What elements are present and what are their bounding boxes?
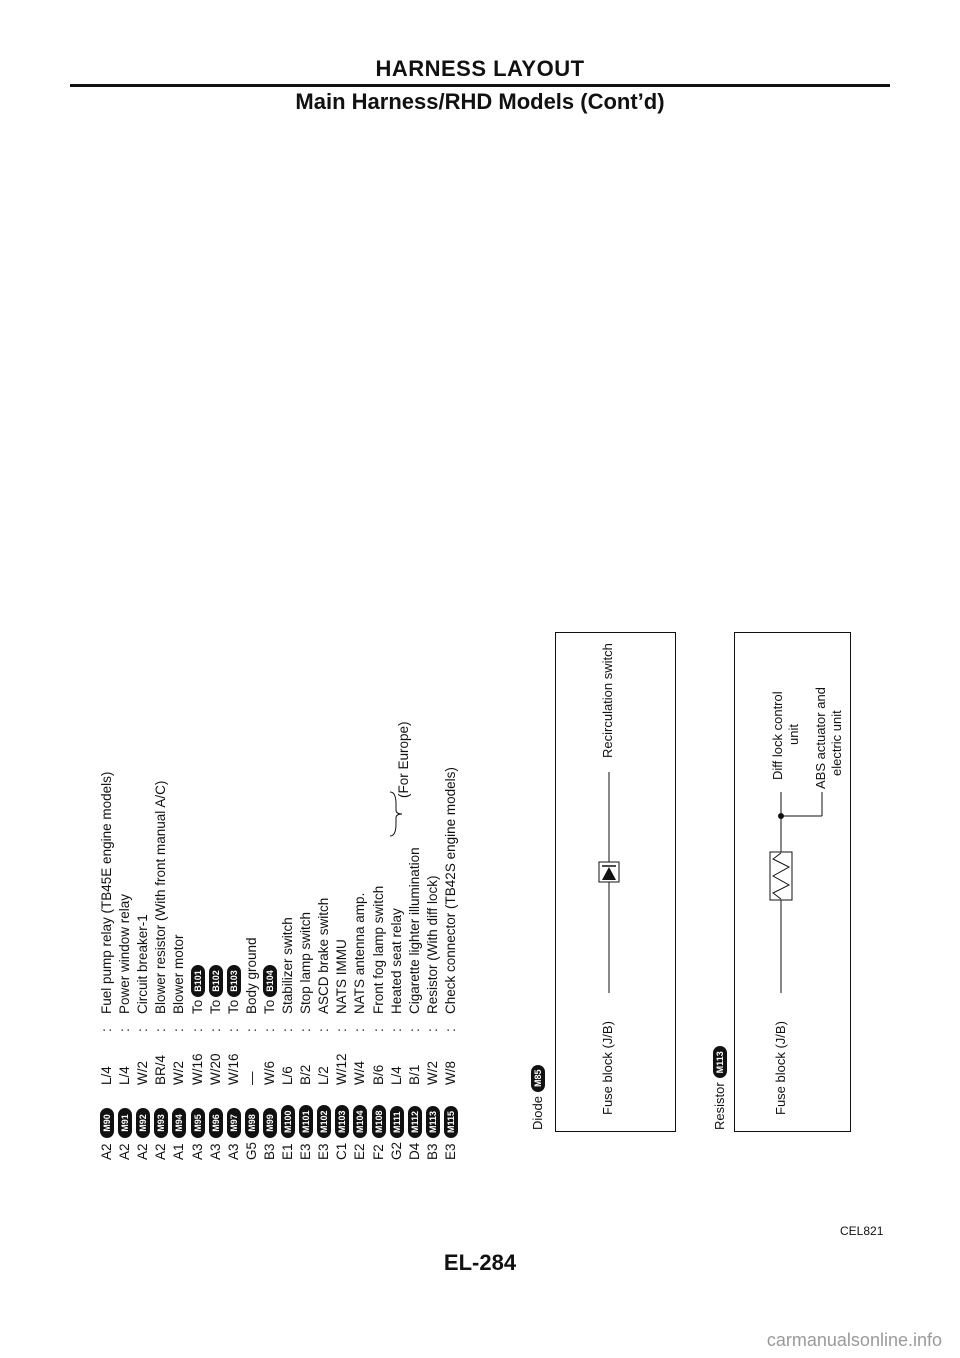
- bracket-note: (For Europe): [396, 721, 411, 798]
- grid-ref: A3: [189, 1143, 205, 1160]
- connector-badge: M90: [100, 1108, 114, 1138]
- connector-badge: M95: [191, 1108, 205, 1138]
- connector-badge: M102: [317, 1105, 331, 1138]
- grid-ref: G5: [243, 1141, 259, 1160]
- grid-ref: B3: [424, 1143, 440, 1160]
- wire-spec: BR/4: [153, 1054, 169, 1085]
- separator: :: [99, 1028, 114, 1032]
- wire-spec: W/2: [135, 1060, 151, 1085]
- grid-ref: F2: [370, 1144, 386, 1160]
- grid-ref: A2: [153, 1143, 169, 1160]
- grid-ref: A2: [117, 1143, 133, 1160]
- resistor-right-label-1b: unit: [786, 724, 801, 745]
- connector-badge: M93: [154, 1108, 168, 1138]
- connector-badge: M99: [263, 1108, 277, 1138]
- connector-badge: M103: [335, 1105, 349, 1138]
- grid-ref: A3: [225, 1143, 241, 1160]
- connector-badge: M94: [172, 1108, 186, 1138]
- resistor-symbol-icon: [770, 852, 792, 900]
- watermark: carmanualsonline.info: [766, 1330, 942, 1350]
- separator: :: [280, 1028, 295, 1032]
- diode-left-label: Fuse block (J/B): [600, 1021, 615, 1115]
- description-text: Body ground: [243, 937, 259, 1014]
- resistor-right-label-1: Diff lock control: [770, 691, 785, 780]
- to-connector-badge: B102: [209, 965, 223, 997]
- wire-spec: —: [243, 1071, 259, 1085]
- separator: :: [316, 1028, 332, 1032]
- separator: :: [370, 1028, 386, 1032]
- separator: :: [352, 1028, 368, 1032]
- wire-spec: W/2: [171, 1060, 187, 1085]
- wire-spec: L/4: [99, 1066, 114, 1085]
- wire-spec: B/2: [298, 1064, 314, 1085]
- wire-spec: W/4: [352, 1060, 368, 1085]
- wire-spec: L/4: [117, 1066, 133, 1085]
- wire-spec: W/16: [189, 1053, 205, 1085]
- separator: :: [153, 1028, 169, 1032]
- description-text: To: [261, 999, 277, 1014]
- separator: :: [135, 1028, 151, 1032]
- connector-badge: M91: [118, 1108, 132, 1138]
- separator: :: [225, 1028, 241, 1032]
- separator: :: [298, 1028, 314, 1032]
- resistor-title-label: Resistor: [712, 1082, 727, 1130]
- page-title: HARNESS LAYOUT: [375, 56, 585, 81]
- separator: :: [424, 1028, 440, 1032]
- wire-spec: W/20: [207, 1053, 223, 1085]
- figure-code: CEL821: [840, 1224, 884, 1238]
- separator: :: [117, 1028, 133, 1032]
- separator: :: [388, 1028, 404, 1032]
- grid-ref: E3: [316, 1143, 332, 1160]
- connector-badge: M97: [227, 1108, 241, 1138]
- wire-spec: B/6: [370, 1064, 386, 1085]
- separator: :: [171, 1028, 187, 1032]
- wire-spec: W/6: [261, 1060, 277, 1085]
- resistor-right-label-2: ABS actuator and: [813, 687, 828, 789]
- connector-badge: M96: [209, 1108, 223, 1138]
- connector-badge: M115: [444, 1106, 458, 1138]
- wire-spec: L/6: [280, 1066, 295, 1085]
- description-text: Front fog lamp switch: [370, 885, 386, 1014]
- grid-ref: C1: [334, 1142, 350, 1160]
- wire-spec: W/2: [424, 1060, 440, 1085]
- description-text: Cigarette lighter illumination: [406, 847, 422, 1014]
- description-text: NATS antenna amp.: [352, 892, 368, 1014]
- grid-ref: E2: [352, 1143, 368, 1160]
- connector-badge: M92: [136, 1108, 150, 1138]
- wire-spec: B/1: [406, 1064, 422, 1085]
- separator: :: [243, 1028, 259, 1032]
- description-text: ASCD brake switch: [316, 897, 332, 1014]
- wire-spec: W/8: [442, 1060, 458, 1085]
- connector-badge: M113: [426, 1106, 440, 1138]
- resistor-right-label-2b: electric unit: [829, 710, 844, 776]
- grid-ref: E3: [298, 1143, 314, 1160]
- description-text: Power window relay: [117, 893, 133, 1014]
- separator: :: [189, 1028, 205, 1032]
- description-text: Resistor (With diff lock): [424, 875, 440, 1014]
- description-text: Blower resistor (With front manual A/C): [153, 780, 169, 1014]
- description-text: NATS IMMU: [334, 939, 350, 1014]
- separator: :: [334, 1028, 350, 1032]
- page-subtitle: Main Harness/RHD Models (Cont’d): [295, 89, 665, 114]
- diode-right-label: Recirculation switch: [600, 643, 615, 758]
- wire-spec: W/16: [225, 1053, 241, 1085]
- description-text: To: [189, 999, 205, 1014]
- separator: :: [261, 1028, 277, 1032]
- connector-badge: M101: [299, 1105, 313, 1138]
- description-text: Check connector (TB42S engine models): [442, 767, 458, 1014]
- resistor-left-label: Fuse block (J/B): [773, 1021, 788, 1115]
- grid-ref: D4: [406, 1142, 422, 1160]
- description-text: Stop lamp switch: [298, 911, 314, 1014]
- resistor-connector: M113: [713, 1046, 727, 1078]
- grid-ref: A2: [135, 1143, 151, 1160]
- connector-badge: M98: [245, 1108, 259, 1138]
- description-text: Fuel pump relay (TB45E engine models): [99, 771, 114, 1014]
- to-connector-badge: B101: [191, 965, 205, 997]
- separator: :: [207, 1028, 223, 1032]
- grid-ref: A2: [99, 1143, 114, 1160]
- grid-ref: E3: [442, 1143, 458, 1160]
- grid-ref: A3: [207, 1143, 223, 1160]
- description-text: Heated seat relay: [388, 908, 404, 1014]
- diode-connector: M85: [531, 1065, 545, 1093]
- connector-badge: M111: [390, 1106, 404, 1138]
- connector-badge: M112: [408, 1106, 422, 1138]
- to-connector-badge: B103: [227, 965, 241, 997]
- description-text: To: [207, 999, 223, 1014]
- description-text: Stabilizer switch: [280, 917, 295, 1014]
- connector-badge: M108: [372, 1105, 386, 1138]
- grid-ref: E1: [280, 1143, 295, 1160]
- grid-ref: G2: [388, 1141, 404, 1160]
- wire-spec: L/2: [316, 1066, 332, 1085]
- separator: :: [406, 1028, 422, 1032]
- separator: :: [442, 1028, 458, 1032]
- wire-spec: L/4: [388, 1066, 404, 1085]
- diode-title-label: Diode: [530, 1096, 545, 1130]
- grid-ref: A1: [171, 1143, 187, 1160]
- connector-badge: M100: [281, 1105, 295, 1138]
- to-connector-badge: B104: [263, 965, 277, 997]
- description-text: To: [225, 999, 241, 1014]
- page-number: EL-284: [443, 1250, 517, 1275]
- connector-badge: M104: [353, 1105, 367, 1138]
- wire-spec: W/12: [334, 1053, 350, 1085]
- description-text: Blower motor: [171, 934, 187, 1014]
- diode-symbol-icon: [599, 862, 619, 882]
- grid-ref: B3: [261, 1143, 277, 1160]
- description-text: Circuit breaker-1: [135, 914, 151, 1014]
